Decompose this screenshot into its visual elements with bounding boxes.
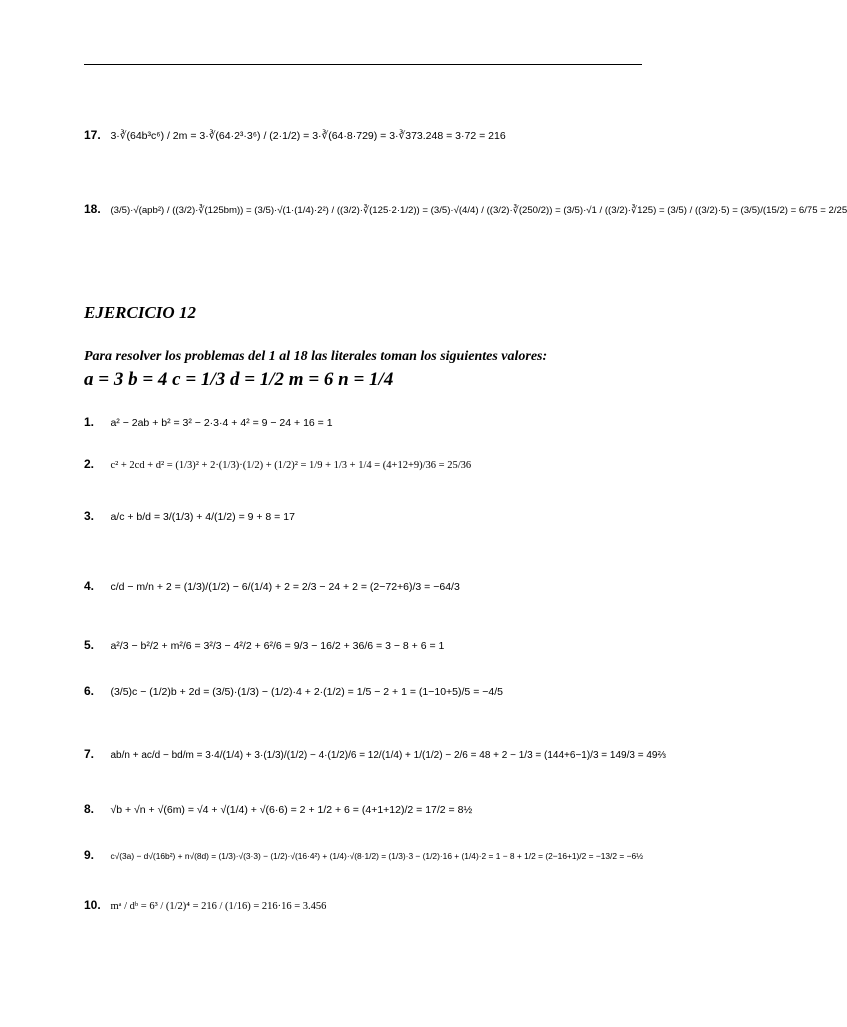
problem-expression: a² − 2ab + b² = 3² − 2·3·4 + 4² = 9 − 24 + 16 = 1: [110, 417, 333, 429]
problem-3: [84, 507, 295, 525]
problem-number: 5.: [84, 638, 95, 652]
problem-expression: ab/n + ac/d − bd/m = 3·4/(1/4) + 3·(1/3)/(1/2) − 4·(1/2)/6 = 12/(1/4) + 1/(1/2) − 2/6 = 48 + 2 − 1/3 = (144+6−1)/3 = 149/3 = 49⅔: [110, 750, 666, 761]
exercise-number: 17.: [84, 128, 101, 142]
problem-4: [84, 577, 460, 595]
problem-number: 6.: [84, 684, 95, 698]
problem-expression: √b + √n + √(6m) = √4 + √(1/4) + √(6·6) = 2 + 1/2 + 6 = (4+1+12)/2 = 17/2 = 8½: [110, 804, 473, 816]
problem-expression: c√(3a) − d√(16b²) + n√(8d) = (1/3)·√(3·3) − (1/2)·√(16·4²) + (1/4)·√(8·1/2) = (1/3)·3 − (1/2)·16 + (1/4)·2 = 1 − 8 + 1/2 = (2−16+1)/2 = −13/2 = −6½: [110, 851, 644, 861]
problem-number: 3.: [84, 509, 95, 523]
problem-8: [84, 800, 472, 818]
section-title: EJERCICIO 12: [84, 303, 196, 322]
exercise-expression: (3/5)·√(apb²) / ((3/2)·∛(125bm)) = (3/5)·√(1·(1/4)·2²) / ((3/2)·∛(125·2·1/2)) = (3/5)·√(4/4) / ((3/2)·∛(250/2)) = (3/5)·√1 / ((3/2)·∛125) = (3/5) / ((3/2)·5) = (3/5)/(15/2) = 6/75 = 2/25: [110, 205, 847, 216]
problem-expression: c/d − m/n + 2 = (1/3)/(1/2) − 6/(1/4) + 2 = 2/3 − 24 + 2 = (2−72+6)/3 = −64/3: [110, 581, 460, 593]
exercise-17: [84, 126, 506, 144]
problem-number: 2.: [84, 457, 95, 471]
problem-number: 8.: [84, 802, 95, 816]
problem-6: [84, 682, 503, 700]
problem-number: 4.: [84, 579, 95, 593]
problem-expression: (3/5)c − (1/2)b + 2d = (3/5)·(1/3) − (1/2)·4 + 2·(1/2) = 1/5 − 2 + 1 = (1−10+5)/5 = −4/5: [110, 686, 503, 698]
problem-expression: mᵃ / dᵇ = 6³ / (1/2)⁴ = 216 / (1/16) = 216·16 = 3.456: [110, 901, 327, 912]
exercise-number: 18.: [84, 202, 101, 216]
exercise-18: [84, 200, 847, 218]
section-instructions: Para resolver los problemas del 1 al 18 las literales toman los siguientes valores:: [84, 349, 548, 364]
problem-number: 1.: [84, 415, 95, 429]
problem-expression: c² + 2cd + d² = (1/3)² + 2·(1/3)·(1/2) + (1/2)² = 1/9 + 1/3 + 1/4 = (4+12+9)/36 = 25/36: [110, 460, 472, 471]
problem-1: [84, 413, 333, 431]
problem-9: [84, 846, 643, 864]
variable-values: a = 3 b = 4 c = 1/3 d = 1/2 m = 6 n = 1/4: [84, 369, 394, 390]
problem-5: [84, 636, 444, 654]
top-rule: [84, 64, 642, 65]
problem-7: [84, 745, 666, 763]
problem-number: 7.: [84, 747, 95, 761]
problem-number: 10.: [84, 898, 101, 912]
problem-expression: a/c + b/d = 3/(1/3) + 4/(1/2) = 9 + 8 = 17: [110, 511, 295, 523]
exercise-expression: 3·∛(64b³c⁶) / 2m = 3·∛(64·2³·3⁶) / (2·1/2) = 3·∛(64·8·729) = 3·∛373.248 = 3·72 = 216: [110, 130, 506, 142]
problem-10: [84, 896, 326, 914]
problem-expression: a²/3 − b²/2 + m²/6 = 3²/3 − 4²/2 + 6²/6 = 9/3 − 16/2 + 36/6 = 3 − 8 + 6 = 1: [110, 640, 445, 652]
problem-number: 9.: [84, 848, 95, 862]
problem-2: [84, 455, 471, 473]
